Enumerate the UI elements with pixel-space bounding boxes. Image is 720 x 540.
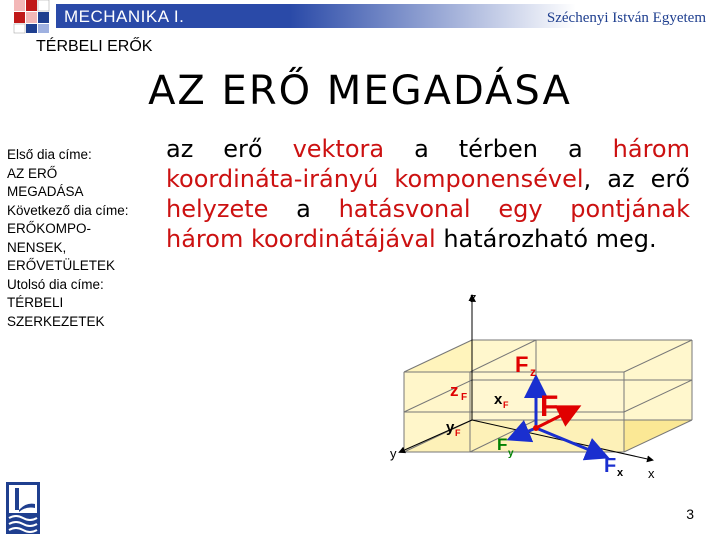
university-logo <box>6 482 40 534</box>
sidebar-link-next[interactable]: ERŐVETÜLETEK <box>7 258 116 273</box>
zf-label-sub: F <box>461 392 468 403</box>
sidebar-link-first[interactable]: MEGADÁSA <box>7 184 84 199</box>
course-title: MECHANIKA I. <box>64 7 185 26</box>
body-text: , az erő <box>583 165 690 193</box>
z-axis-label: z <box>470 290 477 305</box>
sidebar-line: Első dia címe: <box>7 147 92 162</box>
sidebar-link-next[interactable]: NENSEK, <box>7 239 67 255</box>
fx-label-sub: x <box>617 467 624 479</box>
application-point <box>533 425 539 431</box>
sidebar-link-last[interactable]: TÉRBELI <box>7 295 64 310</box>
topic-title: TÉRBELI ERŐK <box>36 38 153 55</box>
sidebar-line: Utolsó dia címe: <box>7 276 104 292</box>
fx-label: F <box>604 455 617 477</box>
zf-label: z <box>450 381 459 400</box>
fz-label-sub: z <box>530 365 536 379</box>
body-highlight: hatásvonal egy pontjának három koordinátájával <box>166 195 690 253</box>
university-name: Széchenyi István Egyetem <box>546 10 706 26</box>
body-highlight: helyzete <box>166 195 269 223</box>
sidebar-link-first[interactable]: AZ ERŐ <box>7 165 58 181</box>
xf-label: x <box>494 391 503 408</box>
sidebar-line: Következő dia címe: <box>7 202 129 218</box>
x-axis-label: x <box>648 466 655 481</box>
body-text: a térben a <box>384 135 613 163</box>
fy-label: F <box>497 435 508 454</box>
yf-label: y <box>446 419 455 436</box>
yf-label-sub: F <box>455 428 461 438</box>
body-highlight: három koordináta-irányú komponensével <box>166 135 690 193</box>
body-text: határozható meg. <box>435 225 657 253</box>
force-label: F <box>540 390 559 423</box>
fy-label-sub: y <box>508 448 514 459</box>
page-number: 3 <box>686 506 694 522</box>
xf-label-sub: F <box>503 400 509 410</box>
slide-title: AZ ERŐ MEGADÁSA <box>148 68 572 114</box>
y-axis-label: y <box>390 446 397 461</box>
body-highlight: vektora <box>292 135 385 163</box>
sidebar-link-next[interactable]: ERŐKOMPO- <box>7 221 92 236</box>
sidebar-link-last[interactable]: SZERKEZETEK <box>7 313 105 329</box>
body-text: a <box>268 195 339 223</box>
fz-label: F <box>515 352 529 377</box>
body-text: az erő <box>166 135 293 163</box>
